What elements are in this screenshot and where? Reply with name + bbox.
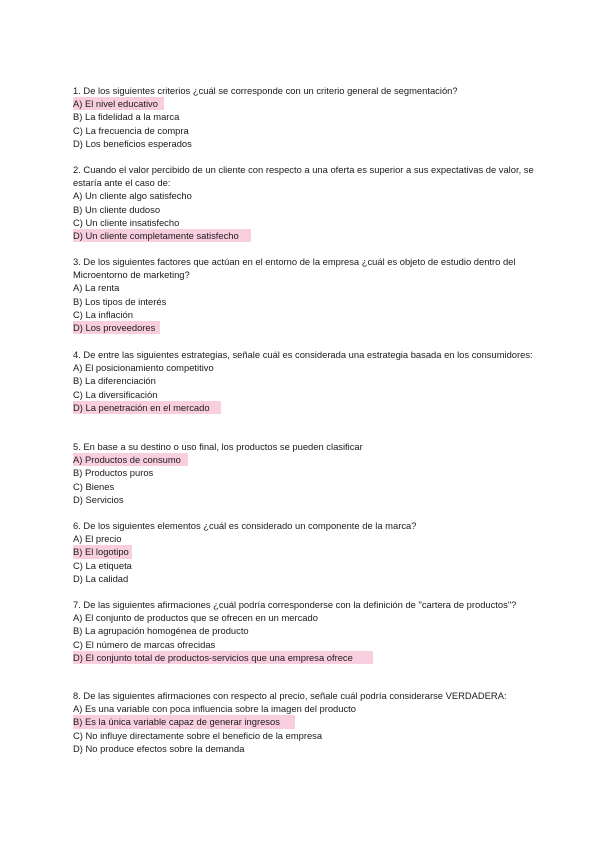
answer-option: A) El conjunto de productos que se ofrecen en un mercado xyxy=(73,612,318,624)
answer-option: C) No influye directamente sobre el beneficio de la empresa xyxy=(73,729,323,741)
answer-option: C) El número de marcas ofrecidas xyxy=(73,638,216,650)
answer-option: C) La frecuencia de compra xyxy=(73,124,189,136)
question-stem: 6. De los siguientes elementos ¿cuál es considerado un componente de la marca? xyxy=(73,520,417,531)
question-2 xyxy=(73,163,535,242)
question-stem: 1. De los siguientes criterios ¿cuál se corresponde con un criterio general de segmentación? xyxy=(73,85,458,96)
question-1 xyxy=(73,84,535,150)
answer-option: C) La diversificación xyxy=(73,388,158,400)
answer-option-correct: A) Productos de consumo xyxy=(73,453,188,466)
question-stem: 7. De las siguientes afirmaciones ¿cuál podría corresponderse con la definición de "cartera de productos"? xyxy=(73,599,517,610)
question-6 xyxy=(73,519,535,585)
answer-option: D) No produce efectos sobre la demanda xyxy=(73,742,245,754)
answer-option-correct: D) Un cliente completamente satisfecho xyxy=(73,229,251,242)
answer-option: A) La renta xyxy=(73,282,120,294)
answer-option: B) La fidelidad a la marca xyxy=(73,111,180,123)
question-stem: 3. De los siguientes factores que actúan en el entorno de la empresa ¿cuál es objeto de estudio dentro del Microentorno de marketing? xyxy=(73,256,516,281)
answer-option: A) El precio xyxy=(73,533,122,545)
answer-option: D) Los beneficios esperados xyxy=(73,137,192,149)
question-stem: 5. En base a su destino o uso final, los productos se pueden clasificar xyxy=(73,441,363,452)
question-stem: 4. De entre las siguientes estrategias, señale cuál es considerada una estrategia basada en los consumidores: xyxy=(73,349,533,360)
question-3 xyxy=(73,255,535,334)
answer-option: A) El posicionamiento competitivo xyxy=(73,362,214,374)
answer-option-correct: D) Los proveedores xyxy=(73,321,160,334)
answer-option: C) Bienes xyxy=(73,480,115,492)
answer-option: B) La agrupación homogénea de producto xyxy=(73,625,249,637)
answer-option: B) Productos puros xyxy=(73,467,154,479)
question-5 xyxy=(73,440,535,506)
question-8 xyxy=(73,689,535,755)
question-stem: 8. De las siguientes afirmaciones con respecto al precio, señale cuál podría considerarse VERDADERA: xyxy=(73,690,507,701)
question-4 xyxy=(73,348,535,414)
answer-option-correct: D) La penetración en el mercado xyxy=(73,401,221,414)
answer-option: B) La diferenciación xyxy=(73,375,156,387)
answer-option: D) Servicios xyxy=(73,493,124,505)
question-7 xyxy=(73,598,535,664)
answer-option-correct: D) El conjunto total de productos-servicios que una empresa ofrece xyxy=(73,651,373,664)
answer-option: B) Un cliente dudoso xyxy=(73,203,161,215)
question-stem: 2. Cuando el valor percibido de un cliente con respecto a una oferta es superior a sus expectativas de valor, se estaría ante el caso de: xyxy=(73,164,534,189)
answer-option: C) Un cliente insatisfecho xyxy=(73,216,180,228)
answer-option: D) La calidad xyxy=(73,572,129,584)
answer-option-correct: B) Es la única variable capaz de generar ingresos xyxy=(73,715,295,728)
answer-option-correct: A) El nivel educativo xyxy=(73,97,164,110)
answer-option: B) Los tipos de interés xyxy=(73,295,167,307)
answer-option: C) La inflación xyxy=(73,308,133,320)
answer-option: A) Un cliente algo satisfecho xyxy=(73,190,192,202)
answer-option-correct: B) El logotipo xyxy=(73,545,132,558)
answer-option: A) Es una variable con poca influencia sobre la imagen del producto xyxy=(73,703,356,715)
answer-option: C) La etiqueta xyxy=(73,559,132,571)
